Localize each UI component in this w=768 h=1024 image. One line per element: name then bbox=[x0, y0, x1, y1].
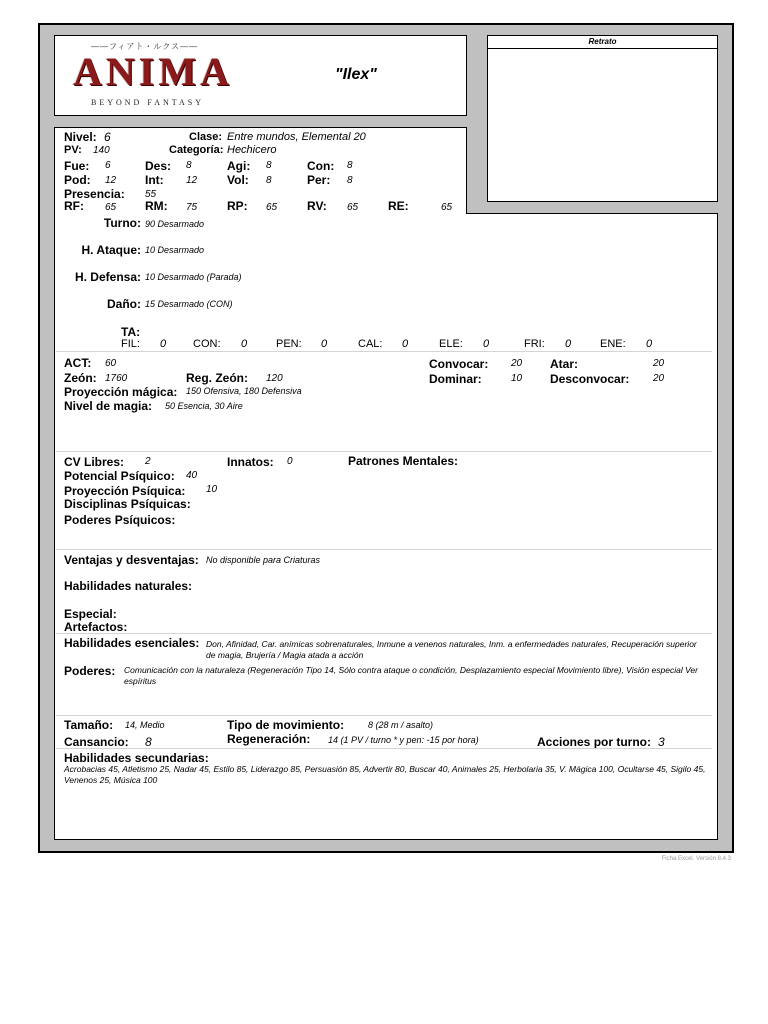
especial-label: Especial: bbox=[64, 607, 117, 621]
turno-value: 90 Desarmado bbox=[145, 219, 205, 229]
ataque-label: H. Ataque: bbox=[81, 243, 141, 257]
tipo-movimiento-label: Tipo de movimiento: bbox=[227, 718, 345, 732]
per-value: 8 bbox=[347, 175, 353, 186]
habilidades-naturales-label: Habilidades naturales: bbox=[64, 579, 193, 593]
anima-logo: ANIMA bbox=[73, 49, 233, 94]
dano-value: 15 Desarmado (CON) bbox=[145, 299, 233, 309]
tamano-value: 14, Medio bbox=[125, 720, 165, 730]
innatos-value: 0 bbox=[287, 456, 293, 467]
nivel-label: Nivel: bbox=[64, 130, 97, 144]
rv-label: RV: bbox=[307, 199, 327, 213]
divider-psychic-traits bbox=[56, 549, 712, 550]
des-value: 8 bbox=[186, 160, 192, 171]
header-box bbox=[54, 35, 467, 116]
pv-value: 140 bbox=[93, 145, 110, 156]
ataque-value: 10 Desarmado bbox=[145, 245, 205, 255]
main-top-border bbox=[466, 213, 718, 214]
ta-cal-value: 0 bbox=[402, 338, 409, 350]
proyeccion-magica-value: 150 Ofensiva, 180 Defensiva bbox=[186, 386, 302, 396]
habilidades-secundarias-value: Acrobacias 45, Atletismo 25, Nadar 45, Estilo 85, Liderazgo 85, Persuasión 85, Advertir 80, Buscar 40, Animales 25, Herbolaria 35, V. Mágica 100, Ocultarse 45, Sigilo 45, Venenos 25, Música 100 bbox=[64, 764, 706, 785]
categoria-value: Hechicero bbox=[227, 144, 277, 156]
proyeccion-psiquica-label: Proyección Psíquica: bbox=[64, 484, 186, 498]
disciplinas-psiquicas-label: Disciplinas Psíquicas: bbox=[64, 497, 191, 511]
defensa-value: 10 Desarmado (Parada) bbox=[145, 272, 242, 282]
turno-label: Turno: bbox=[103, 216, 141, 230]
re-value: 65 bbox=[441, 202, 453, 213]
act-value: 60 bbox=[105, 358, 117, 369]
tipo-movimiento-value: 8 (28 m / asalto) bbox=[368, 720, 434, 730]
acciones-turno-value: 3 bbox=[658, 735, 665, 749]
regeneracion-value: 14 (1 PV / turno * y pen: -15 por hora) bbox=[328, 735, 479, 745]
atar-label: Atar: bbox=[550, 357, 579, 371]
regeneracion-label: Regeneración: bbox=[227, 732, 311, 746]
habilidades-secundarias-label: Habilidades secundarias: bbox=[64, 751, 209, 765]
agi-value: 8 bbox=[266, 160, 272, 171]
con-label: Con: bbox=[307, 159, 335, 173]
convocar-label: Convocar: bbox=[429, 357, 489, 371]
presencia-value: 55 bbox=[145, 189, 157, 200]
proyeccion-magica-label: Proyección mágica: bbox=[64, 385, 178, 399]
habilidades-esenciales-value: Don, Afinidad, Car. anímicas sobrenaturales, Inmune a venenos naturales, Inm. a enfermedades naturales, Recuperación superior de magia, Brujería / Magia atada a acción bbox=[206, 639, 697, 660]
rm-value: 75 bbox=[186, 202, 198, 213]
rf-label: RF: bbox=[64, 199, 84, 213]
divider-combat-magic bbox=[56, 351, 712, 352]
ta-ene-value: 0 bbox=[646, 338, 653, 350]
nivel-value: 6 bbox=[104, 130, 111, 144]
re-label: RE: bbox=[388, 199, 409, 213]
divider-traits-physical bbox=[56, 715, 712, 716]
ta-label: TA: bbox=[121, 325, 141, 339]
vol-label: Vol: bbox=[227, 173, 249, 187]
logo-subtitle: BEYOND FANTASY bbox=[91, 98, 204, 107]
des-label: Des: bbox=[145, 159, 172, 173]
ventajas-label: Ventajas y desventajas: bbox=[64, 553, 199, 567]
zeon-label: Zeón: bbox=[64, 371, 97, 385]
divider-magic-psychic bbox=[56, 451, 712, 452]
patrones-mentales-label: Patrones Mentales: bbox=[348, 454, 459, 468]
int-value: 12 bbox=[186, 175, 198, 186]
ta-ele-value: 0 bbox=[483, 338, 490, 350]
zeon-value: 1760 bbox=[105, 373, 128, 384]
regzeon-value: 120 bbox=[266, 373, 283, 384]
poderes-value: Comunicación con la naturaleza (Regeneración Tipo 14, Sólo contra ataque o condición, Desplazamiento especial Movimiento libre), Visión especial Ver espíritus bbox=[124, 665, 698, 686]
cansancio-label: Cansancio: bbox=[64, 735, 129, 749]
poderes-label: Poderes: bbox=[64, 664, 116, 678]
ta-cal-label: CAL: bbox=[358, 338, 383, 350]
dominar-label: Dominar: bbox=[429, 372, 482, 386]
ta-fri-value: 0 bbox=[565, 338, 572, 350]
agi-label: Agi: bbox=[227, 159, 251, 173]
ta-pen-value: 0 bbox=[321, 338, 328, 350]
act-label: ACT: bbox=[64, 356, 92, 370]
rf-value: 65 bbox=[105, 202, 117, 213]
acciones-turno-label: Acciones por turno: bbox=[537, 735, 652, 749]
vol-value: 8 bbox=[266, 175, 272, 186]
clase-label: Clase: bbox=[189, 131, 223, 143]
ta-con-value: 0 bbox=[241, 338, 248, 350]
potencial-psiquico-value: 40 bbox=[186, 470, 198, 481]
defensa-label: H. Defensa: bbox=[74, 270, 141, 284]
ta-ele-label: ELE: bbox=[439, 338, 463, 350]
version-footer: Ficha Excel. Versión 8.4.3 bbox=[661, 856, 731, 862]
habilidades-esenciales-label: Habilidades esenciales: bbox=[64, 636, 200, 650]
character-name: "Ilex" bbox=[335, 66, 377, 83]
ta-pen-label: PEN: bbox=[276, 338, 302, 350]
portrait-box bbox=[487, 35, 718, 202]
con-value: 8 bbox=[347, 160, 353, 171]
portrait-label: Retrato bbox=[488, 36, 717, 49]
pv-label: PV: bbox=[64, 144, 82, 156]
presencia-label: Presencia: bbox=[64, 187, 125, 201]
pod-value: 12 bbox=[105, 175, 117, 186]
ta-fil-value: 0 bbox=[160, 338, 167, 350]
ta-fil-label: FIL: bbox=[121, 338, 140, 350]
nivel-magia-label: Nivel de magia: bbox=[64, 399, 153, 413]
rp-label: RP: bbox=[227, 199, 248, 213]
innatos-label: Innatos: bbox=[227, 455, 274, 469]
fue-value: 6 bbox=[105, 160, 111, 171]
potencial-psiquico-label: Potencial Psíquico: bbox=[64, 469, 175, 483]
ta-fri-label: FRI: bbox=[524, 338, 545, 350]
ta-con-label: CON: bbox=[193, 338, 221, 350]
tamano-label: Tamaño: bbox=[64, 718, 114, 732]
clase-value: Entre mundos, Elemental 20 bbox=[227, 131, 366, 143]
dano-label: Daño: bbox=[107, 297, 141, 311]
proyeccion-psiquica-value: 10 bbox=[206, 484, 218, 495]
rv-value: 65 bbox=[347, 202, 359, 213]
poderes-psiquicos-label: Poderes Psíquicos: bbox=[64, 513, 176, 527]
pod-label: Pod: bbox=[64, 173, 91, 187]
ta-ene-label: ENE: bbox=[600, 338, 626, 350]
nivel-magia-value: 50 Esencia, 30 Aire bbox=[165, 401, 243, 411]
divider-artefactos bbox=[56, 633, 712, 634]
int-label: Int: bbox=[145, 173, 164, 187]
rm-label: RM: bbox=[145, 199, 168, 213]
dominar-value: 10 bbox=[511, 373, 523, 384]
per-label: Per: bbox=[307, 173, 331, 187]
cv-libres-label: CV Libres: bbox=[64, 455, 125, 469]
atar-value: 20 bbox=[653, 358, 665, 369]
rp-value: 65 bbox=[266, 202, 278, 213]
desconvocar-label: Desconvocar: bbox=[550, 372, 630, 386]
cansancio-value: 8 bbox=[145, 735, 152, 749]
desconvocar-value: 20 bbox=[653, 373, 665, 384]
fue-label: Fue: bbox=[64, 159, 90, 173]
regzeon-label: Reg. Zeón: bbox=[186, 371, 248, 385]
divider-secondary bbox=[56, 748, 712, 749]
ventajas-value: No disponible para Criaturas bbox=[206, 555, 321, 565]
logo-japanese-text: ——フィアト・ルクス—— bbox=[91, 42, 199, 51]
categoria-label: Categoría: bbox=[169, 144, 224, 156]
cv-libres-value: 2 bbox=[145, 456, 151, 467]
artefactos-label: Artefactos: bbox=[64, 620, 128, 634]
convocar-value: 20 bbox=[511, 358, 523, 369]
